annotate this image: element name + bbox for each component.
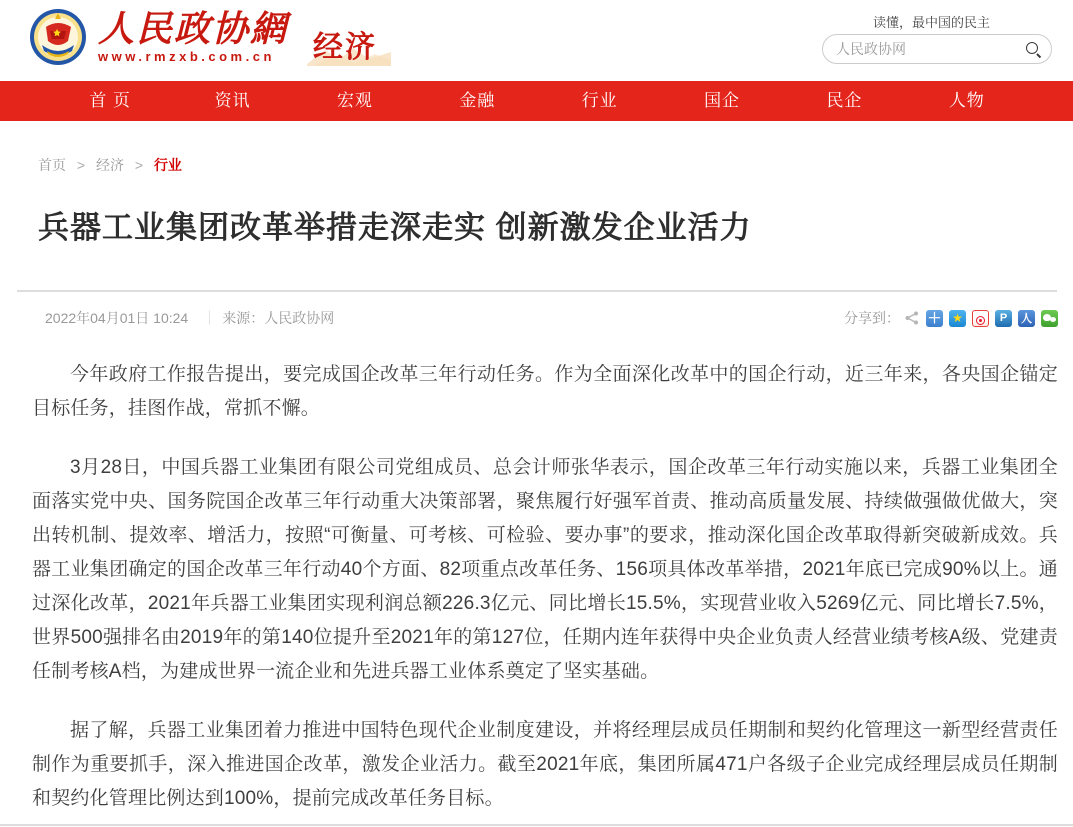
nav-item-news[interactable]: 资讯 [214, 91, 251, 110]
nav-item-industry[interactable]: 行业 [581, 91, 618, 110]
meta-separator: ｜ [202, 310, 217, 326]
article-body [32, 358, 1058, 816]
nav-item-home[interactable]: 首 页 [89, 91, 132, 110]
search-input[interactable] [836, 41, 1026, 57]
share-icon[interactable] [904, 310, 920, 326]
nav-item-finance[interactable]: 金融 [459, 91, 496, 110]
article-date: 2022年04月01日 10:24 [45, 310, 189, 326]
article-paragraph: 3月28日，中国兵器工业集团有限公司党组成员、总会计师张华表示，国企改革三年行动实施以来，兵器工业集团全面落实党中央、国务院国企改革三年行动重大决策部署，聚焦履行好强军首责、推动高质量发展、持续做强做优做大，突出转机制、提效率、增活力，按照“可衡量、可考核、可检验、要办事”的要求，推动深化国企改革取得新突破新成效。兵器工业集团确定的国企改革三年行动40个方面、82项重点改革任务、156项具体改革举措，2021年底已完成90%以上。通过深化改革，2021年兵器工业集团实现利润总额226.3亿元、同比增长15.5%，实现营业收入5269亿元、同比增长7.5%，世界500强排名由2019年的第140位提升至2021年的第127位，任期内连年获得中央企业负责人经营业绩考核A级、党建责任制考核A档，为建成世界一流企业和先进兵器工业体系奠定了坚实基础。 [32, 457, 1058, 682]
share-weibo-icon[interactable] [972, 310, 989, 327]
site-logo[interactable] [28, 7, 288, 67]
share-qzone-icon[interactable]: ★ [949, 310, 966, 327]
share-wechat-icon[interactable] [1041, 310, 1058, 327]
search-box [822, 34, 1052, 64]
site-header [0, 0, 1073, 81]
breadcrumb-separator: > [76, 157, 86, 173]
search-icon[interactable] [1026, 42, 1041, 57]
share-renren-icon[interactable]: 人 [1018, 310, 1035, 327]
nav-item-private[interactable]: 民企 [826, 91, 863, 110]
nav-item-soe[interactable]: 国企 [704, 91, 741, 110]
breadcrumb-home[interactable]: 首页 [38, 157, 66, 173]
share-pengyou-icon[interactable]: P [995, 310, 1012, 327]
bottom-divider [0, 824, 1073, 826]
site-name: 人民政协網 [98, 8, 289, 50]
nav-item-people[interactable]: 人物 [948, 91, 985, 110]
logo-text [98, 10, 288, 64]
article-source: 来源：人民政协网 [222, 310, 335, 326]
breadcrumb [38, 155, 1073, 175]
breadcrumb-current[interactable]: 行业 [153, 157, 182, 173]
cppcc-emblem-icon [28, 7, 88, 67]
meta-left [45, 308, 340, 328]
site-url: www.rmzxb.com.cn [98, 49, 275, 64]
article-meta [45, 308, 1058, 328]
article-paragraph: 今年政府工作报告提出，要完成国企改革三年行动任务。作为全面深化改革中的国企行动，近三年来，各央国企锚定目标任务，挂图作战，常抓不懈。 [32, 364, 1058, 419]
article-paragraph: 据了解，兵器工业集团着力推进中国特色现代企业制度建设，并将经理层成员任期制和契约化管理这一新型经营责任制作为重要抓手，深入推进国企改革，激发企业活力。截至2021年底，集团所属471户各级子企业完成经理层成员任期制和契约化管理比例达到100%，提前完成改革任务目标。 [32, 720, 1058, 809]
site-slogan: 读懂，最中国的民主 [872, 15, 990, 30]
channel-title[interactable]: 经济 [313, 31, 377, 64]
breadcrumb-separator: > [134, 157, 144, 173]
nav-item-macro[interactable]: 宏观 [336, 91, 373, 110]
share-label: 分享到： [844, 310, 900, 326]
share-more-icon[interactable]: ＋ [927, 310, 942, 326]
divider-line [17, 290, 1057, 292]
main-nav [0, 81, 1073, 121]
share-bar [844, 308, 1058, 328]
article-title: 兵器工业集团改革举措走深走实 创新激发企业活力 [38, 210, 752, 245]
breadcrumb-section[interactable]: 经济 [95, 157, 124, 173]
